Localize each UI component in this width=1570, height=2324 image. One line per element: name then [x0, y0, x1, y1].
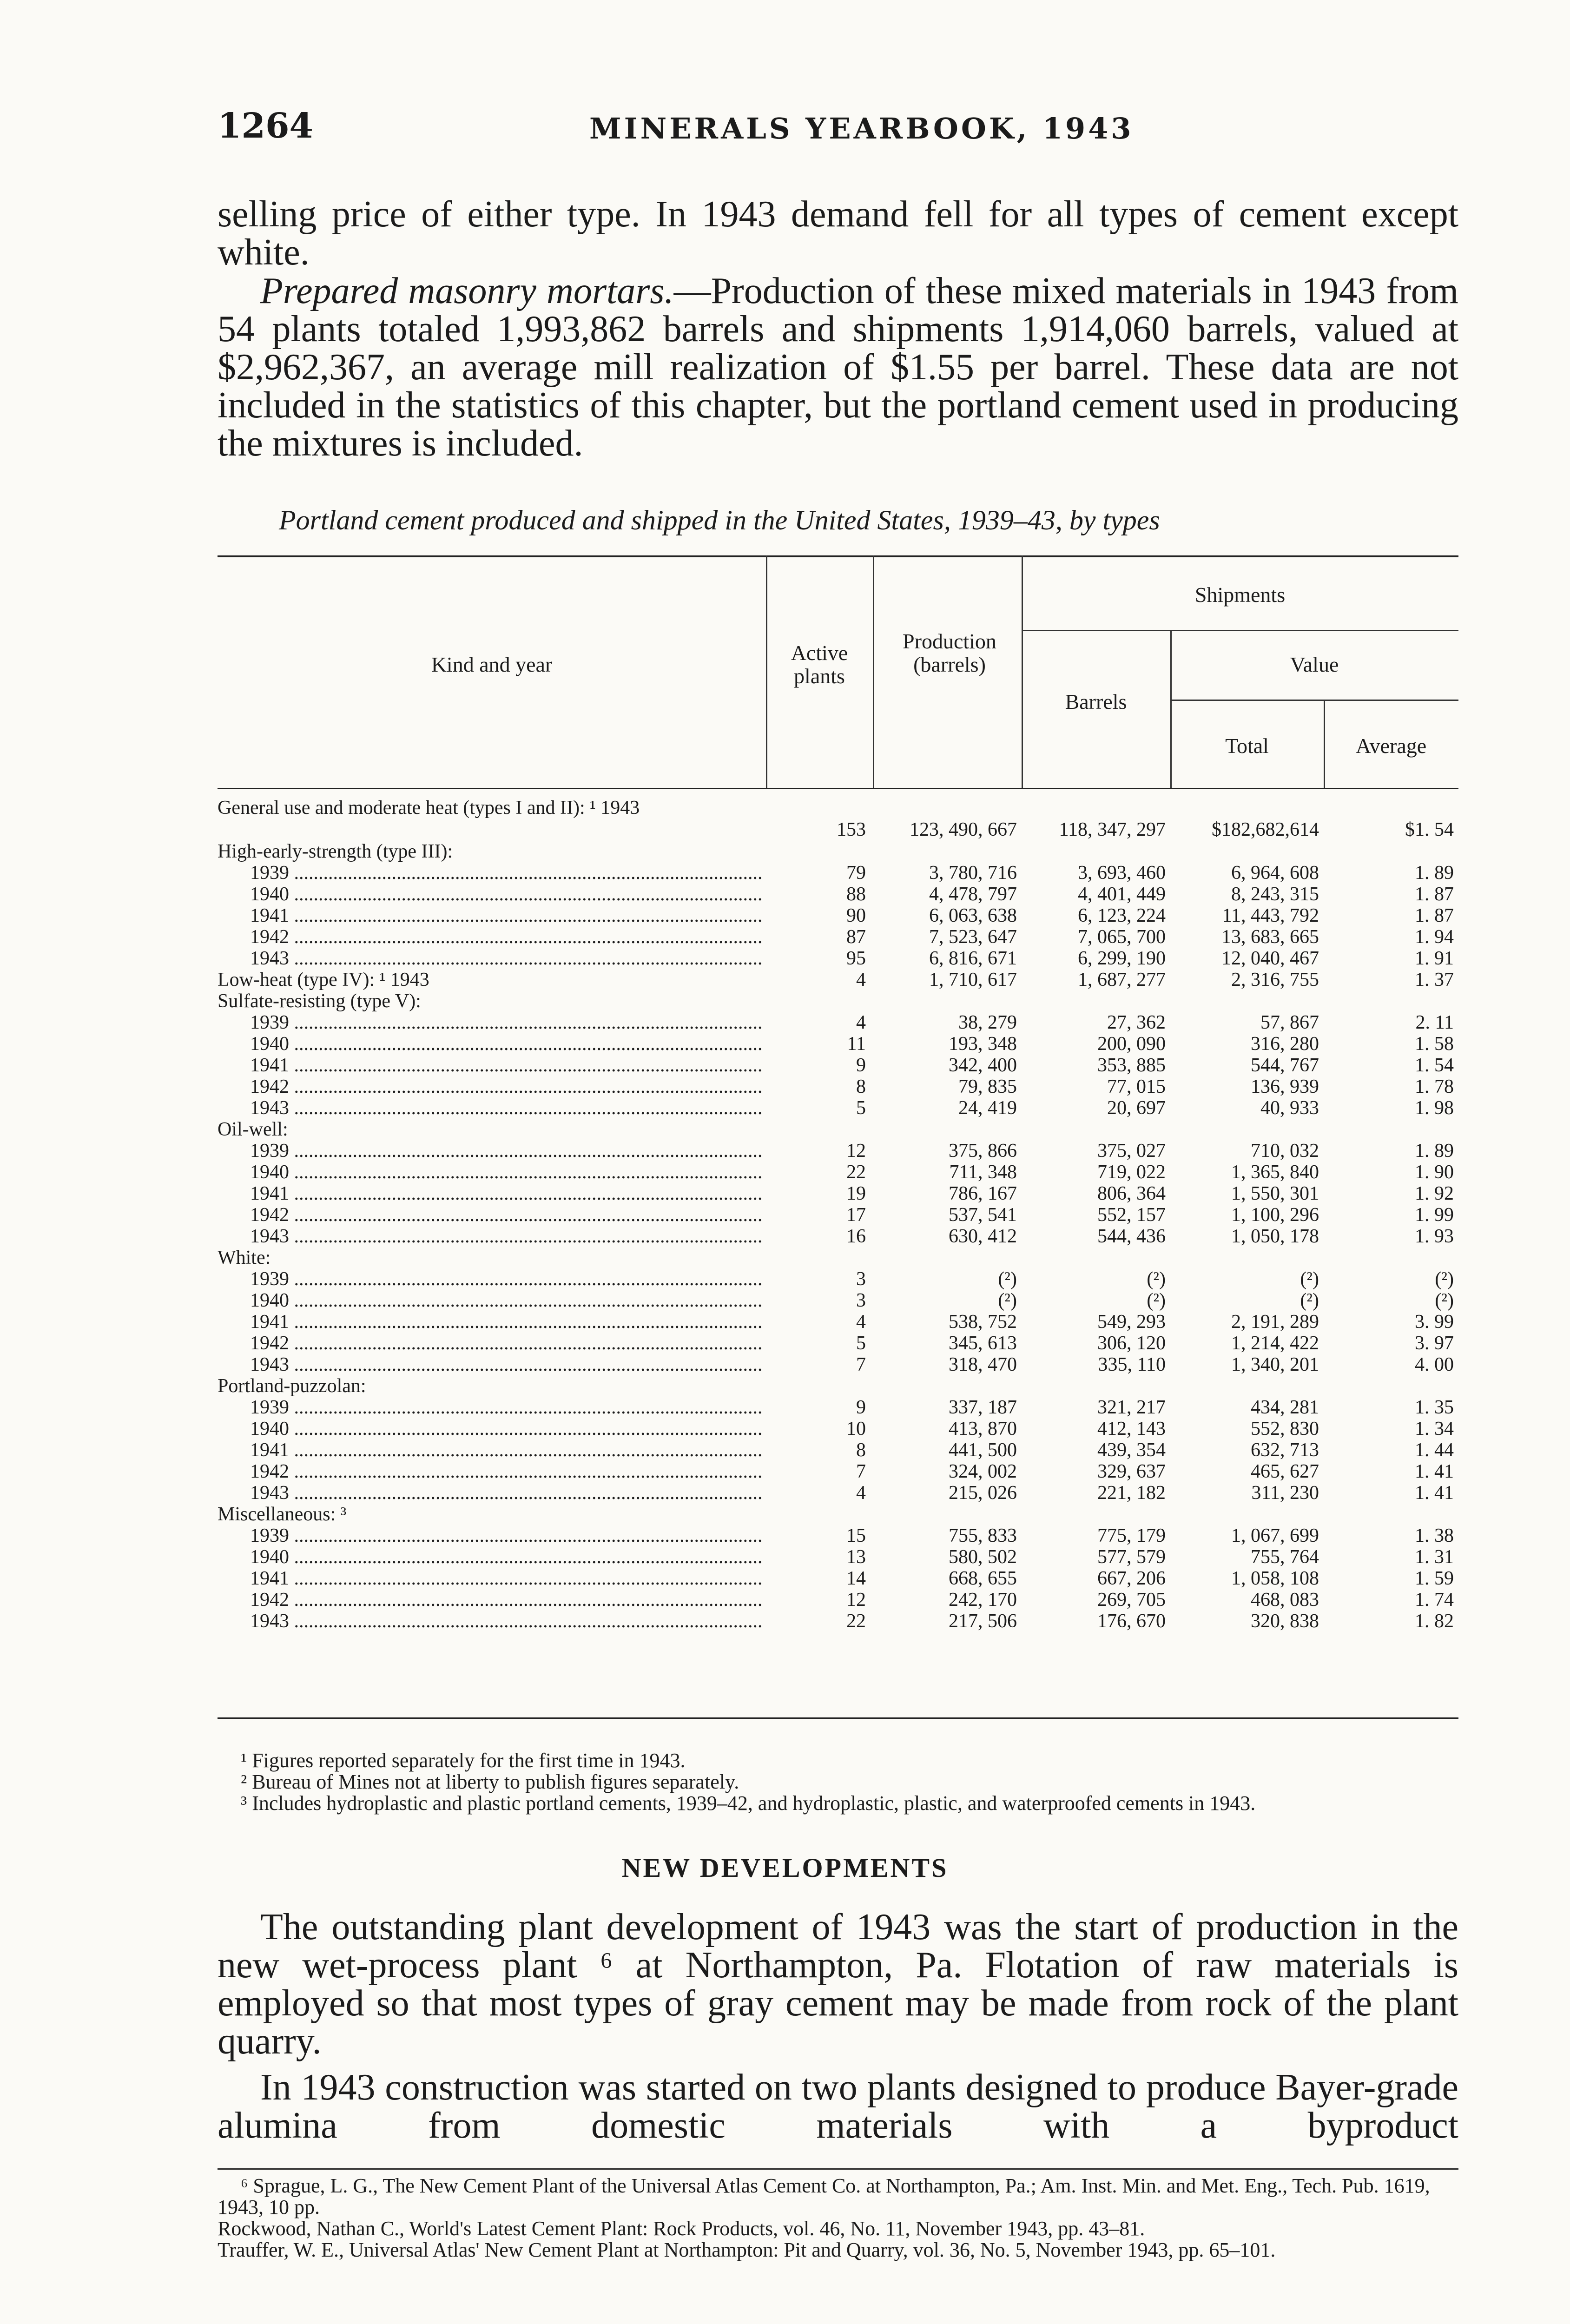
cell-shipments-barrels: 552, 157	[1097, 1204, 1166, 1226]
row-category-label: High-early-strength (type III):	[218, 841, 453, 862]
cell-value-average: 1. 82	[1415, 1611, 1454, 1632]
cell-active-plants: 5	[856, 1333, 866, 1354]
table-row	[218, 1375, 1458, 1397]
table-row	[218, 884, 1458, 905]
table-row	[218, 948, 1458, 969]
cell-production: 318, 470	[949, 1354, 1017, 1375]
cell-production: 342, 400	[949, 1055, 1017, 1076]
cell-active-plants: 8	[856, 1439, 866, 1461]
cell-shipments-barrels: 321, 217	[1097, 1397, 1166, 1418]
table-row	[218, 1226, 1458, 1247]
value-rule	[1170, 700, 1458, 701]
cell-active-plants: 79	[846, 862, 866, 884]
cell-value-total: 434, 281	[1251, 1397, 1319, 1418]
cell-value-total: 311, 230	[1251, 1482, 1319, 1504]
cell-shipments-barrels: 335, 110	[1098, 1354, 1166, 1375]
row-category-label: Portland-puzzolan:	[218, 1375, 366, 1397]
cell-active-plants: 9	[856, 1055, 866, 1076]
cell-shipments-barrels: 375, 027	[1097, 1140, 1166, 1162]
cell-value-total: 552, 830	[1251, 1418, 1319, 1439]
cell-value-average: (²)	[1435, 1268, 1454, 1290]
table-row	[218, 926, 1458, 948]
cell-production: (²)	[998, 1268, 1017, 1290]
cell-value-total: $182,682,614	[1212, 819, 1319, 840]
table-row	[218, 1589, 1458, 1611]
cell-value-average: 3. 99	[1415, 1311, 1454, 1333]
table-row	[218, 862, 1458, 884]
cell-shipments-barrels: 3, 693, 460	[1078, 862, 1166, 884]
row-year-label: 1942 .....	[218, 1076, 761, 1097]
cell-active-plants: 8	[856, 1076, 866, 1097]
row-year-label: 1942 .....	[218, 1204, 761, 1226]
cell-value-total: 2, 191, 289	[1231, 1311, 1319, 1333]
column-divider	[766, 555, 767, 788]
table-row	[218, 1482, 1458, 1504]
row-year-label: 1940 .....	[218, 1162, 761, 1183]
cell-value-average: 1. 78	[1415, 1076, 1454, 1097]
table-row	[218, 1546, 1458, 1568]
running-title: MINERALS YEARBOOK, 1943	[589, 112, 1134, 145]
row-year-label: 1939 .....	[218, 1140, 761, 1162]
page-header	[218, 106, 1472, 152]
cell-shipments-barrels: 439, 354	[1097, 1439, 1166, 1461]
cell-shipments-barrels: (²)	[1147, 1268, 1166, 1290]
cell-production: 38, 279	[958, 1012, 1017, 1033]
table-row	[218, 1504, 1458, 1525]
row-year-label: 1940 .....	[218, 1290, 761, 1311]
table-row	[218, 1162, 1458, 1183]
table-body	[218, 797, 1458, 1632]
cell-value-total: 1, 550, 301	[1231, 1183, 1319, 1204]
row-year-label: 1941 .....	[218, 1055, 761, 1076]
cell-shipments-barrels: 806, 364	[1097, 1183, 1166, 1204]
table-footnotes	[218, 1750, 1458, 1814]
cell-production: 217, 506	[949, 1611, 1017, 1632]
cell-value-average: 1. 92	[1415, 1183, 1454, 1204]
table-top-rule	[218, 555, 1458, 557]
cell-production: 441, 500	[949, 1439, 1017, 1461]
cell-value-average: 1. 31	[1415, 1546, 1454, 1568]
cell-active-plants: 3	[856, 1290, 866, 1311]
cell-value-average: 1. 90	[1415, 1162, 1454, 1183]
cell-active-plants: 153	[837, 819, 866, 840]
cell-value-average: 1. 37	[1415, 969, 1454, 990]
table-row	[218, 1439, 1458, 1461]
cell-active-plants: 22	[846, 1611, 866, 1632]
cell-value-average: 1. 44	[1415, 1439, 1454, 1461]
cell-active-plants: 90	[846, 905, 866, 926]
row-year-label: 1943 .....	[218, 1482, 761, 1504]
cell-shipments-barrels: 176, 670	[1097, 1611, 1166, 1632]
table-row	[218, 1076, 1458, 1097]
cell-active-plants: 4	[856, 1012, 866, 1033]
column-divider	[873, 555, 874, 788]
cell-value-average: 1. 94	[1415, 926, 1454, 948]
table-row	[218, 1204, 1458, 1226]
cell-value-average: 1. 87	[1415, 884, 1454, 905]
footnote: ¹ Figures reported separately for the first time in 1943.	[241, 1749, 686, 1772]
row-year-label: 1939 .....	[218, 1012, 761, 1033]
row-year-label: 1943 .....	[218, 948, 761, 969]
cell-value-average: 1. 35	[1415, 1397, 1454, 1418]
row-year-label: 1939 .....	[218, 1268, 761, 1290]
cell-production: 537, 541	[949, 1204, 1017, 1226]
header-value: Value	[1290, 653, 1339, 676]
cell-production: 242, 170	[949, 1589, 1017, 1611]
cell-production: 668, 655	[949, 1568, 1017, 1589]
cell-value-total: 316, 280	[1251, 1033, 1319, 1055]
cell-active-plants: 17	[846, 1204, 866, 1226]
table-row	[218, 1033, 1458, 1055]
cell-production: 79, 835	[958, 1076, 1017, 1097]
table-row	[218, 1354, 1458, 1375]
cell-production: 193, 348	[949, 1033, 1017, 1055]
cell-shipments-barrels: (²)	[1147, 1290, 1166, 1311]
table-row	[218, 1183, 1458, 1204]
cell-production: 375, 866	[949, 1140, 1017, 1162]
row-category-label: General use and moderate heat (types I and II): ¹ 1943	[218, 797, 640, 819]
cell-value-average: 1. 98	[1415, 1097, 1454, 1119]
table-row	[218, 1247, 1458, 1268]
row-year-label: 1943 .....	[218, 1611, 761, 1632]
cell-value-total: 1, 050, 178	[1231, 1226, 1319, 1247]
cell-value-average: 4. 00	[1415, 1354, 1454, 1375]
row-year-label: 1939 .....	[218, 862, 761, 884]
cell-active-plants: 12	[846, 1140, 866, 1162]
cell-active-plants: 88	[846, 884, 866, 905]
row-year-label: 1943 .....	[218, 1097, 761, 1119]
cell-active-plants: 22	[846, 1162, 866, 1183]
cell-value-average: 1. 54	[1415, 1055, 1454, 1076]
cell-production: 6, 063, 638	[929, 905, 1017, 926]
cell-value-average: 1. 87	[1415, 905, 1454, 926]
header-barrels: Barrels	[1065, 690, 1127, 713]
cell-shipments-barrels: 577, 579	[1097, 1546, 1166, 1568]
footnote: ² Bureau of Mines not at liberty to publish figures separately.	[241, 1770, 739, 1793]
cell-shipments-barrels: 6, 123, 224	[1078, 905, 1166, 926]
row-year-label: 1942 .....	[218, 1333, 761, 1354]
paragraph-text: selling price of either type. In 1943 demand fell for all types of cement except white.	[218, 194, 1458, 273]
cell-value-average: (²)	[1435, 1290, 1454, 1311]
cell-value-average: 1. 41	[1415, 1461, 1454, 1482]
row-year-label: 1941 .....	[218, 1439, 761, 1461]
cell-value-total: 12, 040, 467	[1221, 948, 1319, 969]
cell-value-average: 1. 74	[1415, 1589, 1454, 1611]
table-row	[218, 1611, 1458, 1632]
row-category-label: Sulfate-resisting (type V):	[218, 990, 421, 1012]
paragraph-text: —Production of these mixed materials in 1943 from 54 plants totaled 1,993,862 barrels and shipments 1,914,060 barrels, valued at $2,962,367, an average mill realization of $1.55 per barrel. These data are not included in the statistics of this chapter, but the portland cement used in producing the mixtures is included.	[218, 271, 1458, 464]
row-year-label: 1941 .....	[218, 1183, 761, 1204]
cell-value-total: 57, 867	[1260, 1012, 1319, 1033]
cell-production: 6, 816, 671	[929, 948, 1017, 969]
table-row	[218, 1119, 1458, 1140]
cell-shipments-barrels: 20, 697	[1107, 1097, 1166, 1119]
cell-active-plants: 11	[847, 1033, 866, 1055]
row-category-label: Miscellaneous: ³	[218, 1504, 347, 1525]
cell-value-total: 1, 058, 108	[1231, 1568, 1319, 1589]
cell-active-plants: 95	[846, 948, 866, 969]
reference-footnotes	[218, 2168, 1458, 2261]
cell-production: 755, 833	[949, 1525, 1017, 1546]
cell-shipments-barrels: 719, 022	[1097, 1162, 1166, 1183]
row-year-label: 1942 .....	[218, 926, 761, 948]
cell-shipments-barrels: 329, 637	[1097, 1461, 1166, 1482]
table-row	[218, 841, 1458, 862]
table-row	[218, 905, 1458, 926]
row-category-label: White:	[218, 1247, 271, 1268]
cell-active-plants: 14	[846, 1568, 866, 1589]
cell-value-average: 1. 99	[1415, 1204, 1454, 1226]
header-production: Production (barrels)	[903, 629, 996, 676]
cell-active-plants: 9	[856, 1397, 866, 1418]
header-total: Total	[1225, 734, 1269, 758]
cell-value-total: 465, 627	[1251, 1461, 1319, 1482]
paragraph-selling-price	[218, 195, 1458, 271]
cell-value-total: 1, 214, 422	[1231, 1333, 1319, 1354]
row-year-label: 1940 .....	[218, 1033, 761, 1055]
cell-value-average: 1. 89	[1415, 862, 1454, 884]
cell-production: 413, 870	[949, 1418, 1017, 1439]
cell-shipments-barrels: 775, 179	[1097, 1525, 1166, 1546]
cell-active-plants: 7	[856, 1354, 866, 1375]
row-year-label: 1940 .....	[218, 1418, 761, 1439]
table-row	[218, 1333, 1458, 1354]
cell-shipments-barrels: 4, 401, 449	[1078, 884, 1166, 905]
cell-active-plants: 5	[856, 1097, 866, 1119]
cell-active-plants: 7	[856, 1461, 866, 1482]
cell-value-average: 1. 89	[1415, 1140, 1454, 1162]
paragraph-text: The outstanding plant development of 1943 was the start of production in the new wet-process plant ⁶ at Northampton, Pa. Flotation of raw materials is employed so that most types of gray cement may be made from rock of the plant quarry.	[218, 1907, 1458, 2062]
cell-active-plants: 10	[846, 1418, 866, 1439]
row-year-label: 1940 .....	[218, 884, 761, 905]
cell-production: 345, 613	[949, 1333, 1017, 1354]
table-row	[218, 1268, 1458, 1290]
header-active-plants: Active plants	[791, 641, 848, 688]
cell-value-total: 1, 100, 296	[1231, 1204, 1319, 1226]
row-year-label: 1939 .....	[218, 1397, 761, 1418]
cell-production: (²)	[998, 1290, 1017, 1311]
cell-value-total: 320, 838	[1251, 1611, 1319, 1632]
cell-production: 538, 752	[949, 1311, 1017, 1333]
cell-value-total: 710, 032	[1251, 1140, 1319, 1162]
cell-value-average: 1. 93	[1415, 1226, 1454, 1247]
cell-value-total: 468, 083	[1251, 1589, 1319, 1611]
cell-active-plants: 4	[856, 1482, 866, 1504]
table-row	[218, 990, 1458, 1012]
cell-value-average: $1. 54	[1405, 819, 1454, 840]
table-row	[218, 1461, 1458, 1482]
cell-shipments-barrels: 118, 347, 297	[1059, 819, 1166, 840]
cell-production: 215, 026	[949, 1482, 1017, 1504]
page-number: 1264	[218, 106, 313, 146]
cell-active-plants: 19	[846, 1183, 866, 1204]
table-title: Portland cement produced and shipped in the United States, 1939–43, by types	[279, 505, 1160, 535]
table-row	[218, 797, 1458, 841]
row-category-label: Oil-well:	[218, 1119, 288, 1140]
cell-value-total: 136, 939	[1251, 1076, 1319, 1097]
row-year-label: 1940 .....	[218, 1546, 761, 1568]
cell-value-average: 1. 41	[1415, 1482, 1454, 1504]
row-year-label: 1939 .....	[218, 1525, 761, 1546]
cell-production: 630, 412	[949, 1226, 1017, 1247]
cell-shipments-barrels: 7, 065, 700	[1078, 926, 1166, 948]
cell-value-total: 8, 243, 315	[1231, 884, 1319, 905]
cell-value-average: 1. 34	[1415, 1418, 1454, 1439]
cell-value-total: 1, 340, 201	[1231, 1354, 1319, 1375]
cell-production: 123, 490, 667	[910, 819, 1017, 840]
cell-value-total: (²)	[1300, 1290, 1319, 1311]
cell-value-average: 1. 91	[1415, 948, 1454, 969]
cell-production: 4, 478, 797	[929, 884, 1017, 905]
cell-shipments-barrels: 200, 090	[1097, 1033, 1166, 1055]
cell-value-total: 6, 964, 608	[1231, 862, 1319, 884]
cell-shipments-barrels: 544, 436	[1097, 1226, 1166, 1247]
header-kind-and-year: Kind and year	[431, 653, 553, 676]
cell-value-total: (²)	[1300, 1268, 1319, 1290]
cell-value-total: 1, 365, 840	[1231, 1162, 1319, 1183]
row-year-label: 1941 .....	[218, 1568, 761, 1589]
cell-active-plants: 87	[846, 926, 866, 948]
cell-shipments-barrels: 6, 299, 190	[1078, 948, 1166, 969]
cell-value-average: 3. 97	[1415, 1333, 1454, 1354]
cell-value-total: 40, 933	[1260, 1097, 1319, 1119]
table-row	[218, 1055, 1458, 1076]
cell-value-total: 13, 683, 665	[1221, 926, 1319, 948]
cell-production: 24, 419	[958, 1097, 1017, 1119]
header-shipments: Shipments	[1194, 583, 1286, 607]
row-year-label: 1943 .....	[218, 1354, 761, 1375]
cell-shipments-barrels: 353, 885	[1097, 1055, 1166, 1076]
row-year-label: 1942 .....	[218, 1461, 761, 1482]
table-row	[218, 1568, 1458, 1589]
section-heading: NEW DEVELOPMENTS	[621, 1853, 949, 1883]
cell-value-total: 1, 067, 699	[1231, 1525, 1319, 1546]
cell-value-average: 1. 58	[1415, 1033, 1454, 1055]
paragraph-masonry-mortars	[218, 272, 1458, 462]
paragraph-plant-development	[218, 1908, 1458, 2060]
row-year-label: 1943 .....	[218, 1226, 761, 1247]
paragraph-text: In 1943 construction was started on two plants designed to produce Bayer-grade alumina from domestic materials with a byproduct	[218, 2067, 1458, 2146]
table-row	[218, 1012, 1458, 1033]
paragraph-lead-italic: Prepared masonry mortars.	[260, 271, 674, 311]
cell-production: 337, 187	[949, 1397, 1017, 1418]
row-year-label: 1942 .....	[218, 1589, 761, 1611]
cell-shipments-barrels: 412, 143	[1097, 1418, 1166, 1439]
cell-production: 711, 348	[949, 1162, 1017, 1183]
row-year-label: 1941 .....	[218, 905, 761, 926]
row-category-label: Low-heat (type IV): ¹ 1943	[218, 969, 429, 990]
cell-production: 786, 167	[949, 1183, 1017, 1204]
cell-active-plants: 12	[846, 1589, 866, 1611]
cell-shipments-barrels: 549, 293	[1097, 1311, 1166, 1333]
cell-shipments-barrels: 306, 120	[1097, 1333, 1166, 1354]
cell-value-total: 11, 443, 792	[1222, 905, 1319, 926]
table-row	[218, 1397, 1458, 1418]
cell-production: 7, 523, 647	[929, 926, 1017, 948]
row-year-label: 1941 .....	[218, 1311, 761, 1333]
cell-production: 1, 710, 617	[929, 969, 1017, 990]
cell-shipments-barrels: 221, 182	[1097, 1482, 1166, 1504]
cell-production: 580, 502	[949, 1546, 1017, 1568]
table-row	[218, 969, 1458, 990]
cement-table	[218, 555, 1458, 1717]
cell-active-plants: 13	[846, 1546, 866, 1568]
table-row	[218, 1525, 1458, 1546]
reference: ⁶ Sprague, L. G., The New Cement Plant of the Universal Atlas Cement Co. at Northampton, Pa.; Am. Inst. Min. and Met. Eng., Tech. Pub. 1619, 1943, 10 pp.	[218, 2174, 1430, 2218]
cell-value-total: 544, 767	[1251, 1055, 1319, 1076]
header-average: Average	[1355, 734, 1427, 758]
table-row	[218, 1140, 1458, 1162]
table-row	[218, 1097, 1458, 1119]
cell-value-total: 2, 316, 755	[1231, 969, 1319, 990]
cell-active-plants: 16	[846, 1226, 866, 1247]
cell-active-plants: 15	[846, 1525, 866, 1546]
cell-value-average: 1. 59	[1415, 1568, 1454, 1589]
cell-shipments-barrels: 27, 362	[1107, 1012, 1166, 1033]
cell-value-total: 632, 713	[1251, 1439, 1319, 1461]
footnote: ³ Includes hydroplastic and plastic portland cements, 1939–42, and hydroplastic, plastic, and waterproofed cements in 1943.	[241, 1792, 1256, 1815]
table-bottom-rule	[218, 1717, 1458, 1719]
reference: Rockwood, Nathan C., World's Latest Cement Plant: Rock Products, vol. 46, No. 11, November 1943, pp. 43–81.	[218, 2217, 1145, 2240]
cell-shipments-barrels: 77, 015	[1107, 1076, 1166, 1097]
cell-value-total: 755, 764	[1251, 1546, 1319, 1568]
table-row	[218, 1290, 1458, 1311]
reference: Trauffer, W. E., Universal Atlas' New Cement Plant at Northampton: Pit and Quarry, vol. 36, No. 5, November 1943, pp. 65–101.	[218, 2238, 1276, 2261]
table-row	[218, 1418, 1458, 1439]
cell-value-average: 1. 38	[1415, 1525, 1454, 1546]
shipments-rule	[1022, 630, 1458, 631]
cell-production: 3, 780, 716	[929, 862, 1017, 884]
cell-active-plants: 3	[856, 1268, 866, 1290]
cell-production: 324, 002	[949, 1461, 1017, 1482]
cell-shipments-barrels: 1, 687, 277	[1078, 969, 1166, 990]
cell-shipments-barrels: 667, 206	[1097, 1568, 1166, 1589]
table-header-rule	[218, 788, 1458, 789]
cell-active-plants: 4	[856, 1311, 866, 1333]
cell-active-plants: 4	[856, 969, 866, 990]
cell-value-average: 2. 11	[1415, 1012, 1454, 1033]
cell-shipments-barrels: 269, 705	[1097, 1589, 1166, 1611]
table-row	[218, 1311, 1458, 1333]
paragraph-alumina	[218, 2068, 1458, 2145]
